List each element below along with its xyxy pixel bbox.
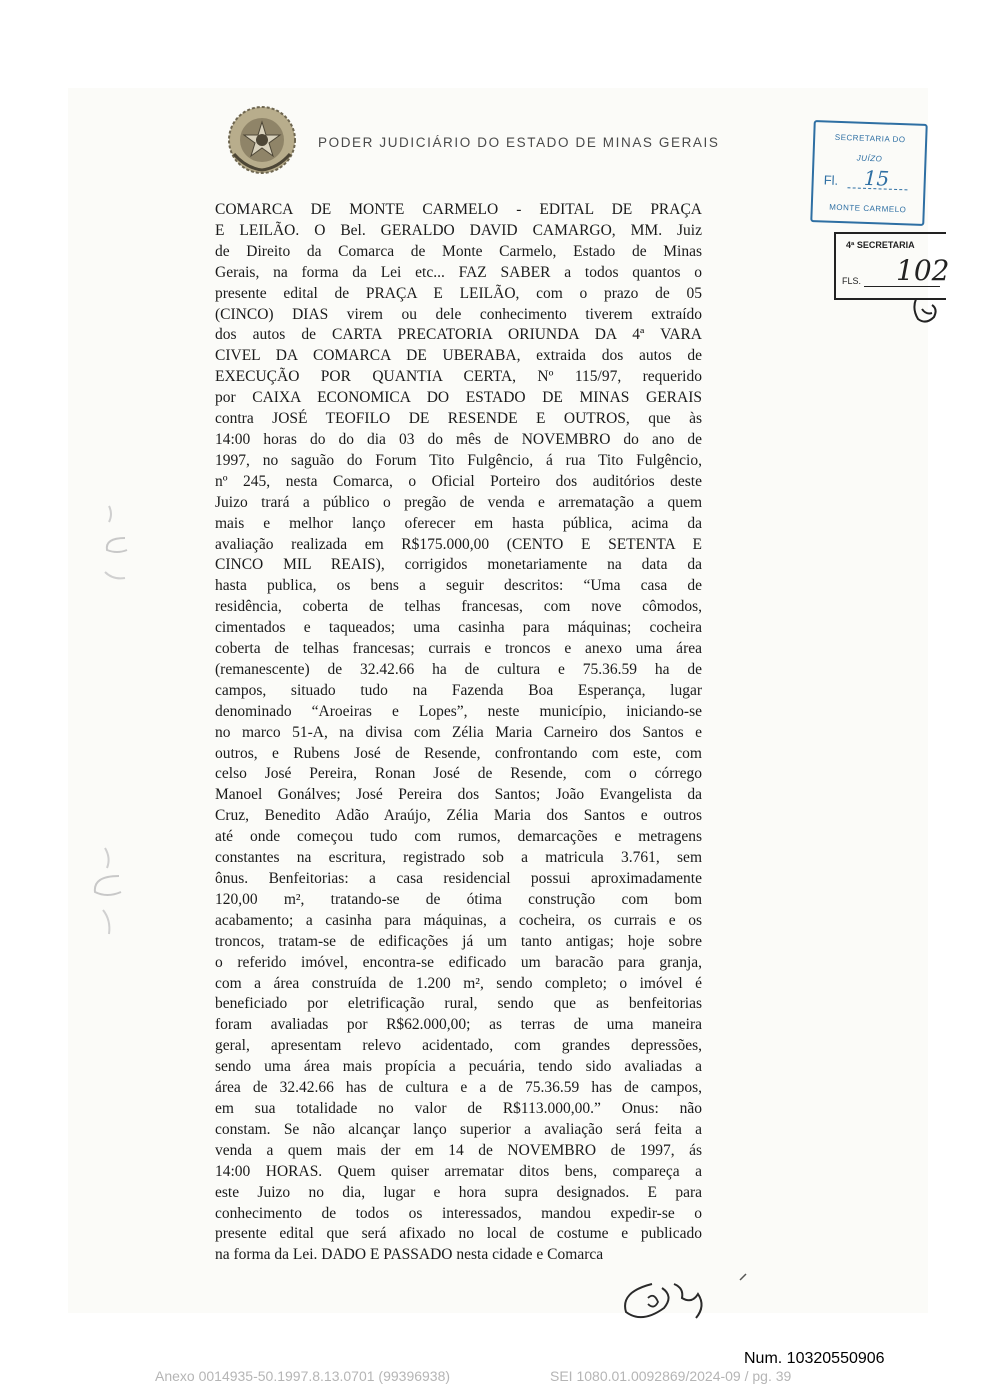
text-line: ônus. Benfeitorias: a casa residencial possui aproximadamente bbox=[215, 870, 702, 887]
text-line: venda a quem mais der em 14 de NOVEMBRO de 1997, ás bbox=[215, 1141, 702, 1159]
footer-anexo-reference: Anexo 0014935-50.1997.8.13.0701 (99396938) bbox=[155, 1368, 451, 1384]
text-line: CINCO MIL REAIS), corrigidos monetariamente na data da bbox=[215, 556, 702, 574]
handwritten-signature bbox=[612, 1268, 722, 1328]
text-line: (remanescente) de 32.42.66 ha de cultura e 75.36.59 ha de bbox=[215, 660, 702, 678]
text-line: acabamento; a casinha para máquinas, a cocheira, os currais e os bbox=[215, 911, 702, 929]
text-line: presente edital de PRAÇA E LEILÃO, com o prazo de 05 bbox=[215, 284, 702, 302]
text-line: 14:00 HORAS. Quem quiser arrematar ditos bens, compareça a bbox=[215, 1162, 702, 1180]
text-line: Cruz, Benedito Adão Araújo, Zélia Maria dos Santos e outros bbox=[215, 807, 702, 825]
margin-scribble-icon bbox=[95, 500, 145, 590]
text-line: conhecimento de todos os interessados, mandou expedir-se o bbox=[215, 1204, 702, 1222]
text-line: de Direito da Comarca de Monte Carmelo, Estado de Minas bbox=[215, 242, 702, 260]
text-line: na forma da Lei. DADO E PASSADO nesta cidade e Comarca bbox=[215, 1246, 604, 1264]
text-line: Gerais, na forma da Lei etc... FAZ SABER a todos quantos o bbox=[215, 263, 702, 281]
text-line: 1997, no saguão do Forum Tito Fulgêncio, á rua Tito Fulgêncio, bbox=[215, 451, 702, 469]
text-line: com a área construída de 1.200 m², sendo completo; o imóvel é bbox=[215, 974, 702, 992]
court-header-title: PODER JUDICIÁRIO DO ESTADO DE MINAS GERAIS bbox=[318, 135, 720, 150]
text-line: E LEILÃO. O Bel. GERALDO DAVID CAMARGO, MM. Juiz bbox=[215, 221, 702, 239]
secretaria-stamp bbox=[810, 120, 927, 226]
text-line: Juizo trará a público o pregão de venda e arrematação a quem bbox=[215, 493, 702, 511]
quarta-secretaria-stamp bbox=[834, 232, 950, 300]
stamp-fl-value: 15 bbox=[863, 165, 890, 191]
text-line: 120,00 m², tratando-se de ótima construção com bom bbox=[215, 890, 702, 908]
text-line: celso José Pereira, Ronan José de Resende, com o córrego bbox=[215, 765, 702, 783]
text-line: mais e melhor lanço oferecer em hasta pública, acima da bbox=[215, 514, 702, 532]
text-line: o referido imóvel, encontra-se edificado um baracão para granja, bbox=[215, 953, 702, 971]
text-line: em sua totalidade no valor de R$113.000,00.” Onus: não bbox=[215, 1099, 702, 1117]
text-line: Manoel Gonálves; José Pereira dos Santos; João Evangelista da bbox=[215, 786, 702, 804]
text-line: COMARCA DE MONTE CARMELO - EDITAL DE PRAÇA bbox=[215, 201, 702, 218]
text-line: nº 245, nesta Comarca, o Oficial Porteiro dos auditórios deste bbox=[215, 472, 702, 490]
text-line: beneficiado por eletrificação rural, sendo que as benfeitorias bbox=[215, 995, 702, 1013]
text-line: hasta publica, os bens a seguir descritos: “Uma casa de bbox=[215, 577, 702, 595]
text-line: constantes na escritura, registrado sob a matricula 3.761, sem bbox=[215, 849, 702, 867]
text-line: coberta de telhas francesas; currais e troncos e anexo uma área bbox=[215, 640, 702, 658]
stamp-line-monte-carmelo: MONTE CARMELO bbox=[829, 202, 907, 215]
text-line: 14:00 horas do do dia 03 do mês de NOVEMBRO do ano de bbox=[215, 430, 702, 448]
text-line: cimentados e taqueados; uma casinha para máquinas; cocheira bbox=[215, 619, 702, 637]
document-number: Num. 10320550906 bbox=[744, 1350, 885, 1367]
text-line: presente edital que será afixado no local de costume e publicado bbox=[215, 1225, 702, 1243]
stamp-secretaria-label: 4ª SECRETARIA bbox=[846, 240, 915, 250]
text-line: residência, coberta de telhas francesas, com nove cômodos, bbox=[215, 598, 702, 616]
rubric-mark-icon bbox=[910, 295, 940, 325]
text-line: EXECUÇÃO POR QUANTIA CERTA, Nº 115/97, requerido bbox=[215, 368, 702, 386]
text-line: dos autos de CARTA PRECATORIA ORIUNDA DA 4ª VARA bbox=[215, 326, 702, 344]
text-line: avaliação realizada em R$175.000,00 (CENTO E SETENTA E bbox=[215, 535, 702, 553]
text-line: este Juizo no dia, lugar e hora supra designados. E para bbox=[215, 1183, 702, 1201]
text-line: foram avaliadas por R$62.000,00; as terras de uma maneira bbox=[215, 1016, 702, 1034]
stamp-fls-value: 102 bbox=[896, 254, 950, 287]
text-line: geral, apresentam relevo acidentado, com grandes depressões, bbox=[215, 1037, 702, 1055]
text-line: no marco 51-A, na divisa com Zélia Maria Carneiro dos Santos e bbox=[215, 723, 702, 741]
stamp-line-juizo: JUÍZO bbox=[856, 153, 883, 164]
text-line: CIVEL DA COMARCA DE UBERABA, extraida dos autos de bbox=[215, 347, 702, 365]
text-line: constam. Se não alcançar lanço superior a avaliação será feita a bbox=[215, 1120, 702, 1138]
edital-body-text bbox=[215, 200, 702, 1266]
text-line: contra JOSÉ TEOFILO DE RESENDE E OUTROS, que às bbox=[215, 410, 702, 428]
text-line: outros, e Rubens José de Resende, confrontando com este, com bbox=[215, 744, 702, 762]
text-line: por CAIXA ECONOMICA DO ESTADO DE MINAS GERAIS bbox=[215, 389, 702, 407]
text-line: (CINCO) DIAS virem ou dele conhecimento tiverem extraído bbox=[215, 305, 702, 323]
coat-of-arms-icon bbox=[226, 104, 298, 176]
margin-scribble-icon bbox=[85, 840, 145, 950]
small-mark-icon bbox=[736, 1270, 750, 1284]
text-line: troncos, tratam-se de edificações já um tanto antigas; hoje sobre bbox=[215, 932, 702, 950]
text-line: área de 32.42.66 has de cultura e a de 75.36.59 has de campos, bbox=[215, 1079, 702, 1097]
stamp-fls-label: FLS. bbox=[842, 276, 862, 286]
footer-sei-reference: SEI 1080.01.0092869/2024-09 / pg. 39 bbox=[550, 1368, 792, 1384]
text-line: até onde começou tudo com rumos, demarcações e metragens bbox=[215, 828, 702, 846]
text-line: campos, situado tudo na Fazenda Boa Esperança, lugar bbox=[215, 681, 702, 699]
text-line: sendo uma área mais propícia a pecuária, tendo sido avaliadas a bbox=[215, 1058, 702, 1076]
stamp-fl-label: Fl. bbox=[823, 172, 839, 188]
stamp-line-secretaria: SECRETARIA DO bbox=[834, 132, 906, 145]
text-line: denominado “Aroeiras e Lopes”, neste município, iniciando-se bbox=[215, 702, 702, 720]
